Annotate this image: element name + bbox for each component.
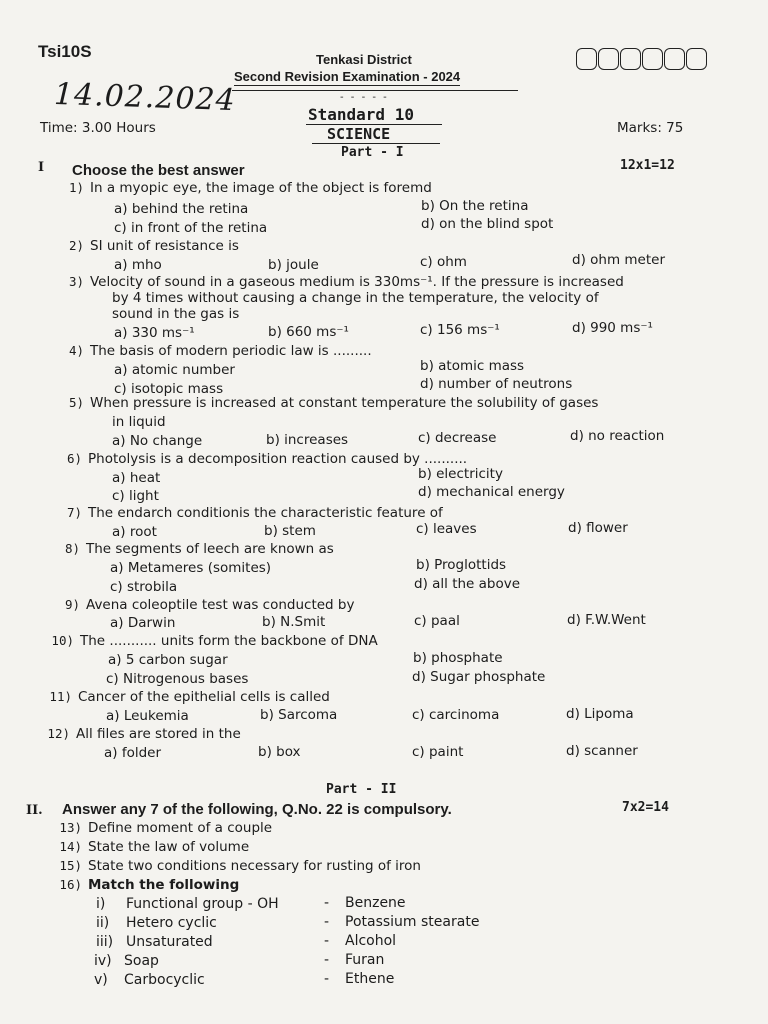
question-number: 1) (68, 180, 84, 195)
match-number: v) (94, 972, 108, 988)
question-number: 8) (64, 541, 80, 556)
option: d) F.W.Went (567, 612, 646, 628)
option: a) root (112, 524, 157, 540)
option: a) Metameres (somites) (110, 560, 272, 576)
question-number: 15) (59, 858, 82, 873)
question-number: 7) (66, 505, 82, 520)
marks-label: Marks: 75 (617, 120, 684, 136)
reg-box (620, 48, 641, 70)
match-left: Soap (124, 953, 159, 969)
option: a) Darwin (110, 615, 176, 631)
question-text: The endarch conditionis the characteristic feature of (88, 505, 443, 521)
option: c) light (112, 488, 159, 504)
match-row (96, 896, 279, 912)
match-row (94, 953, 159, 969)
option: c) strobila (110, 579, 178, 595)
option: a) No change (112, 433, 203, 449)
match-left: Hetero cyclic (126, 915, 217, 931)
option: b) 660 ms⁻¹ (268, 324, 349, 340)
section2-number: II. (26, 803, 43, 818)
question-number: 11) (49, 689, 72, 704)
option: c) 156 ms⁻¹ (420, 322, 500, 338)
match-number: ii) (96, 915, 110, 931)
match-dash: - (324, 914, 330, 930)
question-text: In a myopic eye, the image of the object is foremd (90, 180, 432, 196)
option: d) no reaction (570, 428, 665, 444)
question-number: 4) (68, 343, 84, 358)
option: b) N.Smit (262, 614, 326, 630)
question-text: SI unit of resistance is (90, 238, 239, 254)
question-number: 16) (59, 877, 82, 892)
section2-score: 7x2=14 (622, 800, 669, 815)
match-dash: - (324, 952, 330, 968)
question (46, 689, 330, 705)
option: d) on the blind spot (421, 216, 554, 232)
match-number: iii) (96, 934, 114, 950)
question-number: 6) (66, 451, 82, 466)
match-right: Alcohol (345, 933, 397, 949)
question-text-continued: sound in the gas is (112, 306, 240, 322)
question-text: Velocity of sound in a gaseous medium is 330ms⁻¹. If the pressure is increased (90, 274, 624, 290)
option: c) isotopic mass (114, 381, 224, 397)
option: c) paint (412, 744, 464, 760)
question-number: 9) (64, 597, 80, 612)
match-right: Ethene (345, 971, 395, 987)
question-number: 14) (59, 839, 82, 854)
option: d) Sugar phosphate (412, 669, 546, 685)
title-dashes: - - - - - (340, 92, 389, 103)
reg-box (642, 48, 663, 70)
option: d) Lipoma (566, 706, 634, 722)
question (58, 343, 372, 359)
option: c) paal (414, 613, 460, 629)
time-label: Time: 3.00 Hours (40, 120, 156, 136)
option: a) Leukemia (106, 708, 189, 724)
match-number: i) (96, 896, 106, 912)
question (56, 505, 443, 521)
title-underline (232, 90, 518, 91)
question (56, 877, 239, 893)
reg-box (686, 48, 707, 70)
match-dash: - (324, 933, 330, 949)
reg-box (664, 48, 685, 70)
match-dash: - (324, 971, 330, 987)
question-number: 13) (59, 820, 82, 835)
option: b) stem (264, 523, 316, 539)
reg-box (598, 48, 619, 70)
option: a) 330 ms⁻¹ (114, 325, 195, 341)
match-right: Furan (345, 952, 385, 968)
option: a) behind the retina (114, 201, 249, 217)
option: b) increases (266, 432, 349, 448)
option: d) mechanical energy (418, 484, 565, 500)
question (56, 820, 272, 836)
question-text: The ........... units form the backbone of DNA (80, 633, 378, 649)
option: b) Sarcoma (260, 707, 338, 723)
option: c) ohm (420, 254, 467, 270)
question (56, 839, 249, 855)
question-text: Avena coleoptile test was conducted by (86, 597, 355, 613)
match-left: Unsaturated (126, 934, 213, 950)
part1-title: Part - I (341, 145, 404, 160)
question-text-continued: by 4 times without causing a change in the temperature, the velocity of (112, 290, 599, 306)
section1-number: I (38, 160, 45, 175)
question (58, 395, 598, 411)
question (58, 238, 239, 254)
option: a) heat (112, 470, 161, 486)
match-right: Potassium stearate (345, 914, 480, 930)
question (54, 597, 354, 613)
handwritten-date: 14.02.2024 (53, 76, 237, 119)
option: c) Nitrogenous bases (106, 671, 249, 687)
register-number-boxes (576, 48, 708, 70)
paper-code: Tsi10S (38, 42, 92, 61)
part2-title: Part - II (326, 782, 397, 797)
option: b) Proglottids (416, 557, 507, 573)
question-text: Define moment of a couple (88, 820, 273, 836)
question (56, 451, 467, 467)
option: b) atomic mass (420, 358, 525, 374)
option: a) mho (114, 257, 162, 273)
question-number: 2) (68, 238, 84, 253)
option: b) joule (268, 257, 319, 273)
section2-instruction: Answer any 7 of the following, Q.No. 22 is compulsory. (62, 801, 452, 818)
question-text: All files are stored in the (76, 726, 241, 742)
question-number: 5) (68, 395, 84, 410)
district-title: Tenkasi District (316, 52, 412, 67)
option: d) flower (568, 520, 628, 536)
match-left: Functional group - OH (126, 896, 279, 912)
standard-label: Standard 10 (308, 105, 414, 124)
question-text: Match the following (88, 877, 240, 893)
option: c) decrease (418, 430, 497, 446)
question (44, 726, 241, 742)
reg-box (576, 48, 597, 70)
question-number: 12) (47, 726, 70, 741)
question (54, 541, 334, 557)
match-number: iv) (94, 953, 112, 969)
question-text: State two conditions necessary for rusting of iron (88, 858, 421, 874)
option: a) 5 carbon sugar (108, 652, 228, 668)
option: b) phosphate (413, 650, 503, 666)
option: b) On the retina (421, 198, 529, 214)
option: c) leaves (416, 521, 477, 537)
option: b) electricity (418, 466, 503, 482)
question-text: Cancer of the epithelial cells is called (78, 689, 330, 705)
question-number: 10) (51, 633, 74, 648)
question-text: The segments of leech are known as (86, 541, 334, 557)
question-text: Photolysis is a decomposition reaction caused by .......... (88, 451, 468, 467)
match-row (96, 934, 213, 950)
question (58, 274, 624, 290)
option: d) scanner (566, 743, 638, 759)
section1-instruction: Choose the best answer (72, 162, 245, 179)
option: c) in front of the retina (114, 220, 268, 236)
option: d) ohm meter (572, 252, 665, 268)
match-row (96, 915, 217, 931)
section1-score: 12x1=12 (620, 158, 675, 173)
option: c) carcinoma (412, 707, 500, 723)
subject-underline (312, 143, 440, 144)
option: a) folder (104, 745, 162, 761)
question-text: State the law of volume (88, 839, 250, 855)
option: d) all the above (414, 576, 521, 592)
subject-label: SCIENCE (327, 125, 391, 143)
question (58, 180, 432, 196)
question-number: 3) (68, 274, 84, 289)
question (48, 633, 378, 649)
match-row (94, 972, 205, 988)
question-text: The basis of modern periodic law is ......... (90, 343, 372, 359)
question (56, 858, 421, 874)
match-left: Carbocyclic (124, 972, 205, 988)
match-dash: - (324, 895, 330, 911)
match-right: Benzene (345, 895, 406, 911)
question-text-continued: in liquid (112, 414, 166, 430)
option: b) box (258, 744, 301, 760)
question-text: When pressure is increased at constant temperature the solubility of gases (90, 395, 599, 411)
option: d) number of neutrons (420, 376, 573, 392)
exam-title: Second Revision Examination - 2024 (234, 69, 461, 84)
option: a) atomic number (114, 362, 235, 378)
option: d) 990 ms⁻¹ (572, 320, 653, 336)
